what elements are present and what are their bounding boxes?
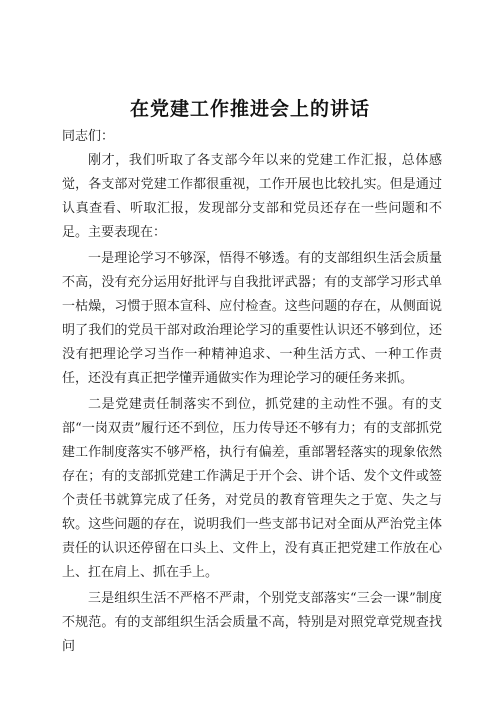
paragraph-point-one: 一是理论学习不够深，悟得不够透。有的支部组织生活会质量不高，没有充分运用好批评与自我批评武器；有的支部学习形式单一枯燥，习惯于照本宣科、应付检查。这些问题的存在，从侧面说明了我们的党员干部对政治理论学习的重要性认识还不够到位，还没有把理论学习当作一种精神追求、一种生活方式、一种工作责任，还没有真正把学懂弄通做实作为理论学习的硬任务来抓。	[62, 251, 442, 386]
paragraph-intro: 刚才，我们听取了各支部今年以来的党建工作汇报，总体感觉，各支部对党建工作都很重视，工作开展也比较扎实。但是通过认真查看、听取汇报，发现部分支部和党员还存在一些问题和不足。主要表现在：	[62, 153, 442, 240]
document-title: 在党建工作推进会上的讲话	[129, 98, 370, 120]
paragraph-point-two: 二是党建责任制落实不到位，抓党建的主动性不强。有的支部“一岗双责”履行还不到位，压力传导还不够有力；有的支部抓党建工作制度落实不够严格，执行有偏差，重部署轻落实的现象依然存在；有的支部抓党建工作满足于开个会、讲个话、发个文件或签个责任书就算完成了任务，对党员的教育管理失之于宽、失之与软。这些问题的存在，说明我们一些支部书记对全面从严治党主体责任的认识还停留在口头上、文件上，没有真正把党建工作放在心上、扛在肩上、抓在手上。	[62, 397, 442, 580]
salutation: 同志们：	[62, 129, 115, 144]
paragraph-point-three: 三是组织生活不严格不严肃，个别党支部落实“三会一课”制度不规范。有的支部组织生活会质量不高，特别是对照党章党规查找问	[62, 591, 442, 654]
document-body	[62, 125, 442, 661]
